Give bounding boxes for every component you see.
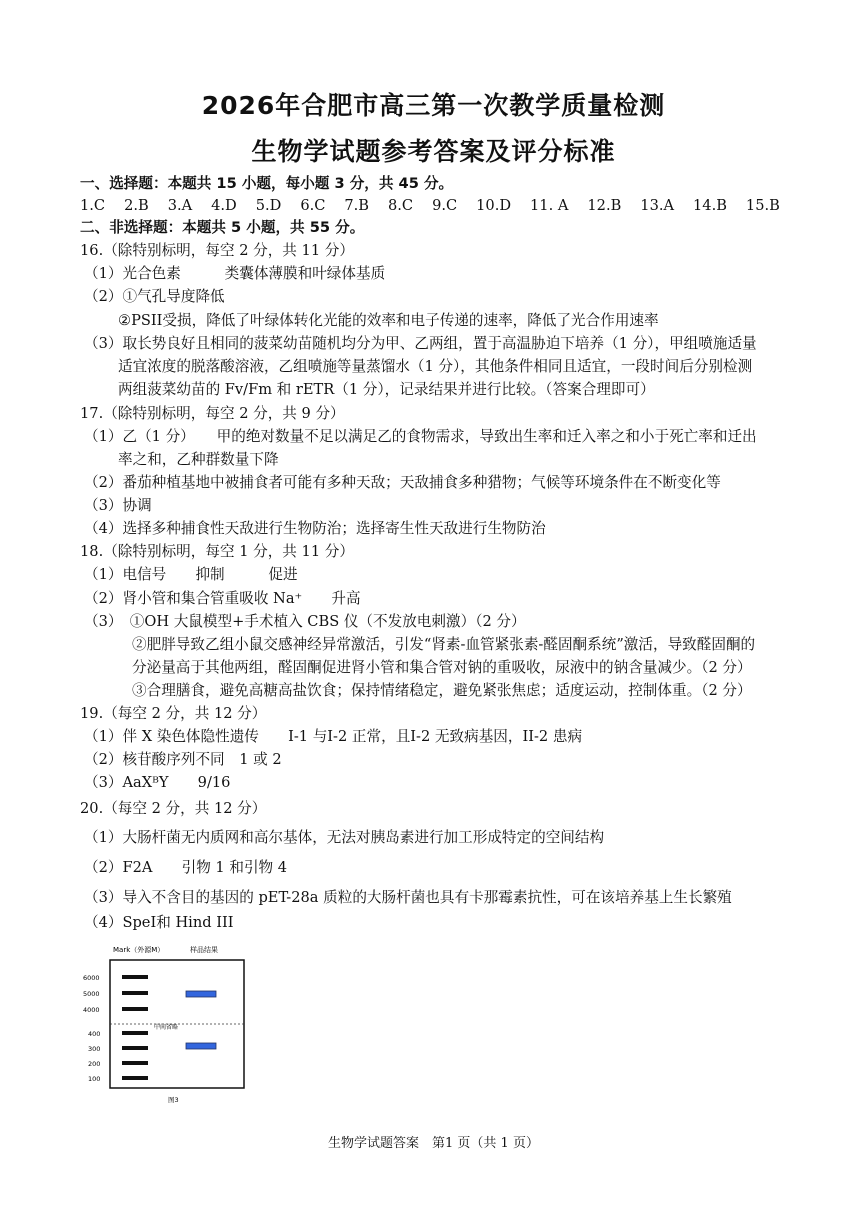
choice-answers	[80, 196, 780, 216]
answer-item: 9.C	[432, 197, 458, 214]
answer-item: 6.C	[300, 197, 326, 214]
q19-answer-3: （3）AaXᴮY 9/16	[84, 774, 231, 791]
gel-tick-300: 300	[88, 1045, 101, 1053]
q18-answer-1: （1）电信号 抑制 促进	[84, 566, 298, 583]
gel-tick-100: 100	[88, 1075, 101, 1083]
q20-answer-1: （1）大肠杆菌无内质网和高尔基体，无法对胰岛素进行加工形成特定的空间结构	[84, 829, 605, 846]
q17-answer-2: （2）番茄种植基地中被捕食者可能有多种天敌；天敌捕食多种猎物；气候等环境条件在不断变化等	[84, 474, 721, 491]
q17-answer-1-line2: 率之和，乙种群数量下降	[118, 451, 279, 468]
q16-answer-3-line1: （3）取长势良好且相同的菠菜幼苗随机均分为甲、乙两组，置于高温胁迫下培养（1 分），甲组喷施适量	[84, 335, 757, 352]
q19-heading: 19.（每空 2 分，共 12 分）	[80, 705, 267, 722]
q16-answer-1: （1）光合色素 类囊体薄膜和叶绿体基质	[84, 265, 386, 282]
gel-lane-label: 样品结果	[190, 946, 218, 954]
q18-answer-3-line1: （3） ①OH 大鼠模型+手术植入 CBS 仪（不发放电刺激）（2 分）	[84, 613, 526, 630]
q18-answer-3-line4: ③合理膳食，避免高糖高盐饮食；保持情绪稳定，避免紧张焦虑；适度运动，控制体重。（2 分）	[132, 682, 752, 699]
q17-answer-1-line1: （1）乙（1 分） 甲的绝对数量不足以满足乙的食物需求，导致出生率和迁入率之和小于死亡率和迁出	[84, 428, 757, 445]
answer-item: 15.B	[745, 197, 780, 214]
section2-heading: 二、非选择题：本题共 5 小题，共 55 分。	[80, 219, 365, 236]
sample-band	[186, 991, 216, 997]
q16-heading: 16.（除特别标明，每空 2 分，共 11 分）	[80, 242, 354, 259]
marker-band	[122, 1031, 148, 1035]
q17-answer-3: （3）协调	[84, 497, 152, 514]
gel-tick-6000: 6000	[83, 974, 100, 982]
gel-caption: 图3	[168, 1096, 179, 1104]
q18-heading: 18.（除特别标明，每空 1 分，共 11 分）	[80, 543, 354, 560]
marker-band	[122, 1046, 148, 1050]
answer-item: 13.A	[640, 197, 675, 214]
q16-answer-3-line2: 适宜浓度的脱落酸溶液，乙组喷施等量蒸馏水（1 分），其他条件相同且适宜，一段时间后分别检测	[118, 358, 753, 375]
page-subtitle: 生物学试题参考答案及评分标准	[251, 137, 616, 166]
q20-heading: 20.（每空 2 分，共 12 分）	[80, 800, 267, 817]
q18-answer-3-line2: ②肥胖导致乙组小鼠交感神经异常激活，引发“肾素-血管紧张素-醛固酮系统”激活，导致醛固酮的	[132, 636, 756, 653]
marker-band	[122, 1061, 148, 1065]
q20-answer-4: （4）SpeI和 Hind III	[84, 914, 234, 931]
page-title: 2026年合肥市高三第一次教学质量检测	[201, 91, 666, 120]
gel-tick-200: 200	[88, 1060, 101, 1068]
gel-tick-5000: 5000	[83, 990, 100, 998]
q19-answer-1: （1）伴 X 染色体隐性遗传 I-1 与I-2 正常，且I-2 无致病基因，II-2 患病	[84, 728, 583, 745]
q20-answer-2: （2）F2A 引物 1 和引物 4	[84, 859, 288, 876]
section1-heading: 一、选择题：本题共 15 小题，每小题 3 分，共 45 分。	[80, 175, 454, 192]
gel-diagram	[80, 940, 250, 1110]
answer-item: 2.B	[124, 197, 149, 214]
q19-answer-2: （2）核苷酸序列不同 1 或 2	[84, 751, 282, 768]
q16-answer-2b: ②PSII受损，降低了叶绿体转化光能的效率和电子传递的速率，降低了光合作用速率	[118, 312, 659, 329]
q17-heading: 17.（除特别标明，每空 2 分，共 9 分）	[80, 405, 345, 422]
answer-item: 1.C	[80, 197, 106, 214]
answer-item: 8.C	[388, 197, 414, 214]
marker-band	[122, 975, 148, 979]
answer-item: 7.B	[344, 197, 370, 214]
answer-item: 3.A	[167, 197, 193, 214]
page-footer: 生物学试题答案 第1 页（共 1 页）	[328, 1136, 539, 1151]
q18-answer-2: （2）肾小管和集合管重吸收 Na⁺ 升高	[84, 590, 361, 607]
answer-item: 4.D	[211, 197, 237, 214]
marker-band	[122, 991, 148, 995]
q17-answer-4: （4）选择多种捕食性天敌进行生物防治；选择寄生性天敌进行生物防治	[84, 520, 546, 537]
gel-marker-label: Mark（外源M）	[113, 946, 165, 954]
q18-answer-3-line3: 分泌量高于其他两组，醛固酮促进肾小管和集合管对钠的重吸收，尿液中的钠含量减少。（2 分）	[132, 659, 752, 676]
answer-item: 10.D	[476, 197, 512, 214]
q20-answer-3: （3）导入不含目的基因的 pET-28a 质粒的大肠杆菌也具有卡那霉素抗性，可在该培养基上生长繁殖	[84, 889, 732, 906]
q16-answer-3-line3: 两组菠菜幼苗的 Fv/Fm 和 rETR（1 分），记录结果并进行比较。（答案合理即可）	[118, 381, 655, 398]
marker-band	[122, 1007, 148, 1011]
gel-tick-4000: 4000	[83, 1006, 100, 1014]
answer-item: 5.D	[255, 197, 282, 214]
gel-mid-label: 中间省略	[154, 1024, 179, 1031]
answer-item: 11. A	[530, 197, 569, 214]
answer-item: 12.B	[587, 197, 622, 214]
gel-figure	[80, 940, 250, 1110]
marker-band	[122, 1076, 148, 1080]
gel-tick-400: 400	[88, 1030, 101, 1038]
answer-item: 14.B	[693, 197, 727, 214]
q16-answer-2: （2）①气孔导度降低	[84, 288, 225, 305]
sample-band	[186, 1043, 216, 1049]
